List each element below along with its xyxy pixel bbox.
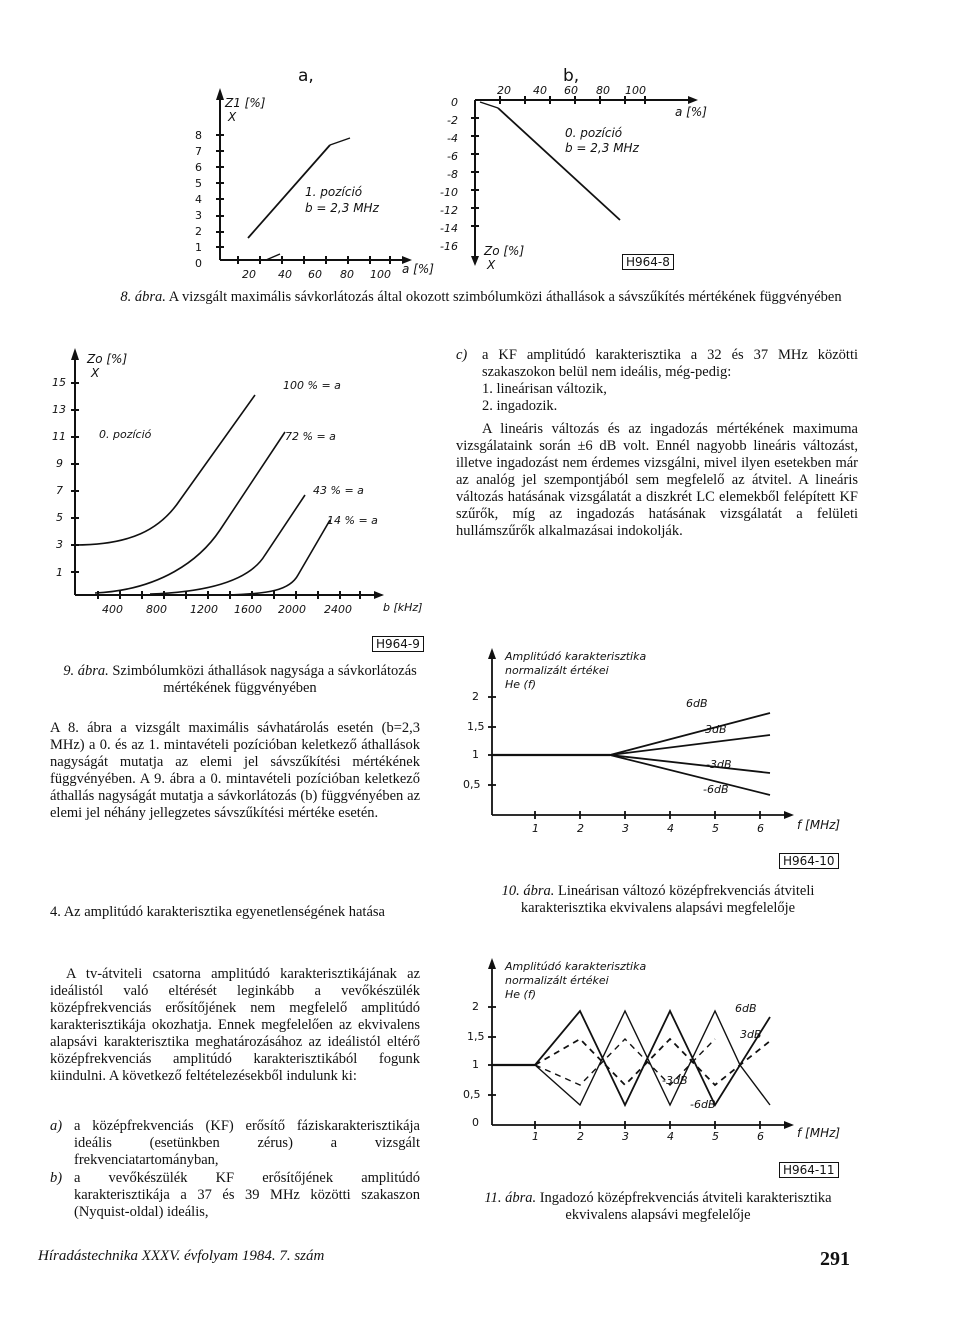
fig9-curve-label-72: 72 % = a bbox=[285, 430, 336, 443]
fig8b-xtick: 40 bbox=[533, 84, 547, 97]
fig8b-yticks bbox=[436, 94, 458, 256]
fig8a-ylabel: Z1 [%] bbox=[225, 96, 266, 110]
tick-label: 6 bbox=[195, 161, 202, 174]
fig8b-xtick: 20 bbox=[497, 84, 511, 97]
fig8a-xtick: 80 bbox=[340, 268, 354, 281]
fig9-ytick: 5 bbox=[56, 511, 63, 524]
fig9-curve-label-14: 14 % = a bbox=[327, 514, 378, 527]
fig10-title-line1: Amplitúdó karakterisztika bbox=[505, 650, 647, 663]
right-column-text bbox=[456, 347, 858, 540]
fig8a-yticks bbox=[195, 128, 209, 272]
fig10-ytick: 2 bbox=[472, 690, 479, 703]
item-c-text: a KF amplitúdó karakterisztika a 32 és 37 MHz közötti szakaszokon belül nem ideális, még-pedig: bbox=[482, 347, 858, 380]
fig9-ytick: 7 bbox=[56, 484, 63, 497]
fig8a-xtick: 20 bbox=[242, 268, 256, 281]
assumption-a bbox=[50, 1118, 420, 1169]
tick-label: -4 bbox=[447, 132, 458, 145]
fig8-caption-number: 8. ábra. bbox=[120, 289, 166, 305]
fig9-tag: H964-9 bbox=[372, 636, 424, 652]
fig11-title-line2: normalizált értékei bbox=[505, 974, 609, 987]
fig8a-xtick: 40 bbox=[278, 268, 292, 281]
fig10-title-line2: normalizált értékei bbox=[505, 664, 609, 677]
fig8a-xtick: 60 bbox=[308, 268, 322, 281]
fig9-ylabel: Zo [%] bbox=[87, 352, 128, 366]
tick-label: 4 bbox=[195, 193, 202, 206]
fig11-xlabel: f [MHz] bbox=[797, 1126, 841, 1140]
page-number: 291 bbox=[820, 1248, 850, 1270]
fig10-xlabel: f [MHz] bbox=[797, 818, 841, 832]
fig8a-annot-bandwidth: b = 2,3 MHz bbox=[305, 201, 379, 215]
sub-item-2: 2. ingadozik. bbox=[482, 398, 558, 414]
fig8b-xtick: 80 bbox=[596, 84, 610, 97]
tick-label: -16 bbox=[440, 240, 458, 253]
fig10-xtick: 6 bbox=[757, 822, 764, 835]
fig9-xtick: 2000 bbox=[278, 603, 306, 616]
sub-item-1: 1. lineárisan változik, bbox=[482, 381, 607, 397]
fig9-caption-number: 9. ábra. bbox=[63, 663, 109, 679]
fig9-xtick: 400 bbox=[102, 603, 123, 616]
fig10-xtick: 1 bbox=[532, 822, 539, 835]
fig11-caption-text: Ingadozó középfrekvenciás átviteli karakterisztika ekvivalens alapsávi megfelelője bbox=[539, 1190, 832, 1223]
fig9-xtick: 2400 bbox=[324, 603, 352, 616]
fig9-ytick: 11 bbox=[52, 430, 66, 443]
fig8-caption-text: A vizsgált maximális sávkorlátozás által okozott szimbólumközi áthallások a sávszűkítés mértékének függvényében bbox=[168, 289, 842, 305]
fig10-label-minus3dB: -3dB bbox=[706, 758, 732, 771]
tick-label: 7 bbox=[195, 145, 202, 158]
figure-9-graph bbox=[40, 340, 423, 615]
assumption-b bbox=[50, 1170, 420, 1221]
fig8b-xtick: 100 bbox=[625, 84, 646, 97]
fig10-ytick: 0,5 bbox=[463, 778, 481, 791]
fig9-curve-label-100: 100 % = a bbox=[283, 379, 341, 392]
tick-label: -8 bbox=[447, 168, 458, 181]
tick-label: -14 bbox=[440, 222, 458, 235]
fig11-xtick: 1 bbox=[532, 1130, 539, 1143]
fig11-xtick: 6 bbox=[757, 1130, 764, 1143]
fig11-xtick: 4 bbox=[667, 1130, 674, 1143]
fig8a-xlabel: a [%] bbox=[402, 262, 434, 276]
fig10-caption-text: Lineárisan változó középfrekvenciás átviteli karakterisztika ekvivalens alapsávi megfelelője bbox=[520, 883, 815, 916]
fig8a-annot-position: 1. pozíció bbox=[305, 185, 363, 199]
fig9-ytick: 3 bbox=[56, 538, 63, 551]
fig9-xtick: 1600 bbox=[234, 603, 262, 616]
fig11-ytick: 2 bbox=[472, 1000, 479, 1013]
fig11-label-minus6dB: -6dB bbox=[690, 1098, 716, 1111]
journal-footer: Híradástechnika XXXV. évfolyam 1984. 7. szám bbox=[38, 1248, 325, 1264]
fig8b-xtick: 60 bbox=[564, 84, 578, 97]
left-paragraph-2: A tv-átviteli csatorna amplitúdó karakterisztikájának az ideálistól való eltérését leginkább a vevőkészülék középfrekvenciás erősítőjének nem megfelelő amplitúdó karakterisztikája okozhatja. Ennek megfelelően az ekvivalens alapsávi karakterisztika meghatározásához az ideálistól eltérő középfrekvenciás amplitúdó karakterisztikából fogunk kiindulni. A következő feltételezésekből indulunk ki: bbox=[50, 966, 420, 1084]
fig10-xtick: 4 bbox=[667, 822, 674, 835]
fig10-xtick: 5 bbox=[712, 822, 719, 835]
fig11-xtick: 5 bbox=[712, 1130, 719, 1143]
tick-label: 3 bbox=[195, 209, 202, 222]
fig10-xtick: 2 bbox=[577, 822, 584, 835]
fig11-ytick: 0,5 bbox=[463, 1088, 481, 1101]
fig8-tag: H964-8 bbox=[622, 254, 674, 270]
fig11-label-3dB: 3dB bbox=[740, 1028, 762, 1041]
fig9-xtick: 800 bbox=[146, 603, 167, 616]
fig8-caption bbox=[50, 289, 912, 306]
fig8-label-a: a, bbox=[298, 66, 314, 86]
fig9-ytick: 9 bbox=[56, 457, 63, 470]
fig11-ytick: 0 bbox=[472, 1116, 479, 1129]
fig11-xtick: 3 bbox=[622, 1130, 629, 1143]
fig11-xtick: 2 bbox=[577, 1130, 584, 1143]
assumption-b-text: a vevőkészülék KF erősítőjének amplitúdó karakterisztikája a 37 és 39 MHz közötti szakaszon (Nyquist-oldal) ideális, bbox=[74, 1170, 420, 1220]
tick-label: -6 bbox=[447, 150, 458, 163]
fig11-title-line1: Amplitúdó karakterisztika bbox=[505, 960, 647, 973]
fig10-label-6dB: 6dB bbox=[686, 697, 708, 710]
fig9-ytick: 15 bbox=[52, 376, 66, 389]
fig11-ytick: 1,5 bbox=[467, 1030, 485, 1043]
fig10-ytick: 1 bbox=[472, 748, 479, 761]
fig10-ytick: 1,5 bbox=[467, 720, 485, 733]
fig11-caption-number: 11. ábra. bbox=[484, 1190, 537, 1206]
fig8b-xlabel: a [%] bbox=[675, 105, 707, 119]
item-c-label: c) bbox=[456, 347, 468, 363]
fig11-ytick: 1 bbox=[472, 1058, 479, 1071]
fig10-label-minus6dB: -6dB bbox=[703, 783, 729, 796]
fig9-ytick: 13 bbox=[52, 403, 66, 416]
tick-label: -2 bbox=[447, 114, 458, 127]
tick-label: 1 bbox=[195, 241, 202, 254]
fig9-curve-label-43: 43 % = a bbox=[313, 484, 364, 497]
tick-label: 2 bbox=[195, 225, 202, 238]
fig9-ytick: 1 bbox=[56, 566, 63, 579]
fig8a-xtick: 100 bbox=[370, 268, 391, 281]
section-title: 4. Az amplitúdó karakterisztika egyenetlenségének hatása bbox=[50, 904, 385, 920]
fig8b-annot-position: 0. pozíció bbox=[565, 126, 623, 140]
fig10-caption-number: 10. ábra. bbox=[501, 883, 555, 899]
fig8a-ylabel-den: X bbox=[228, 110, 237, 124]
fig8b-ylabel-den: X bbox=[487, 258, 496, 272]
fig11-tag: H964-11 bbox=[779, 1162, 839, 1178]
fig10-caption bbox=[458, 883, 858, 917]
tick-label: 8 bbox=[195, 129, 202, 142]
tick-label: 0 bbox=[451, 96, 458, 109]
fig11-caption bbox=[458, 1190, 858, 1224]
fig9-ylabel-den: X bbox=[91, 366, 100, 380]
fig11-label-6dB: 6dB bbox=[735, 1002, 757, 1015]
tick-label: 5 bbox=[195, 177, 202, 190]
fig8b-annot-bandwidth: b = 2,3 MHz bbox=[565, 141, 639, 155]
fig11-title-line3: He (f) bbox=[505, 988, 536, 1001]
fig10-xtick: 3 bbox=[622, 822, 629, 835]
fig9-caption bbox=[60, 663, 420, 697]
fig8b-ylabel: Zo [%] bbox=[484, 244, 525, 258]
fig9-xlabel: b [kHz] bbox=[383, 601, 423, 614]
left-paragraph-1: A 8. ábra a vizsgált maximális sávhatárolás esetén (b=2,3 MHz) a 0. és az 1. mintavételi pozícióban keletkező áthallások nagyságát mutatja az elemi jel sávszűkítési mértékének függvényében. A 9. ábra a 0. mintavételi pozícióban keletkező áthallás nagyságát mutatja a sávkorlátozás (b) függvényében az elemi jel néhány jellegzetes sávszűkítési mértéke esetén. bbox=[50, 720, 420, 821]
fig8-label-b: b, bbox=[563, 66, 580, 86]
fig10-label-3dB: 3dB bbox=[705, 723, 727, 736]
tick-label: -10 bbox=[440, 186, 458, 199]
right-paragraph: A lineáris változás és az ingadozás mértékének maximuma vizsgálataink során ±6 dB volt. Ennél nagyobb lineáris változást, illetve ingadozást nem érdemes vizsgálni, mivel ilyen esetekben már az analóg jel szempontjából sem megfelelő az átvitel. A lineáris változás hatásának vizsgálatát a diszkrét LC elemekből felépített KF szűrők, míg az ingadozás hatásának vizsgálatát a felületi hullámszűrők alkalmazásai indokolják. bbox=[456, 421, 858, 539]
fig9-xtick: 1200 bbox=[190, 603, 218, 616]
assumption-b-label: b) bbox=[50, 1170, 63, 1186]
assumption-a-label: a) bbox=[50, 1118, 63, 1134]
fig11-label-minus3dB: -3dB bbox=[662, 1074, 688, 1087]
fig10-tag: H964-10 bbox=[779, 853, 839, 869]
tick-label: -12 bbox=[440, 204, 458, 217]
assumption-a-text: a középfrekvenciás (KF) erősítő fáziskarakterisztikája ideális (esetünkben zérus) a vizsgált frekvenciatartományban, bbox=[74, 1118, 420, 1168]
fig9-caption-text: Szimbólumközi áthallások nagysága a sávkorlátozás mértékének függvényében bbox=[112, 663, 417, 696]
fig10-title-line3: He (f) bbox=[505, 678, 536, 691]
fig9-annot-position: 0. pozíció bbox=[99, 428, 152, 441]
tick-label: 0 bbox=[195, 257, 202, 270]
